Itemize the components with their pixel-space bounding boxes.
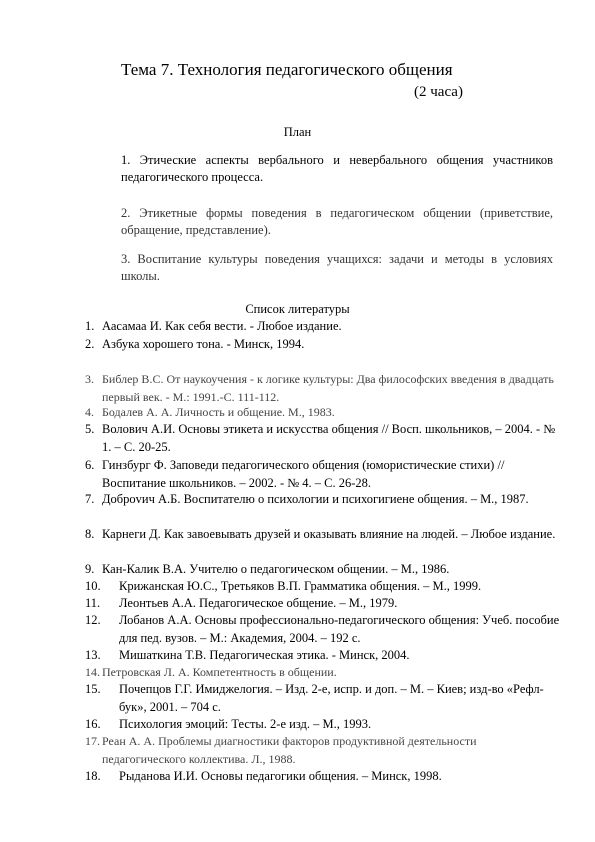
reference-text: Психология эмоций: Тесты. 2-е изд. – М., 1993. [119,717,372,731]
reference-number: 8. [85,527,95,541]
reference-number: 18. [85,769,101,783]
reference-item [85,421,560,456]
reference-number: 7. [85,492,95,506]
reference-item [85,716,560,734]
reference-text: Карнеги Д. Как завоевывать друзей и оказывать влияние на людей. – Любое издание. [102,527,556,541]
reference-item [85,733,560,768]
reference-number: 16. [85,717,101,731]
reference-number: 11. [85,596,101,610]
reference-text: Азбука хорошего тона. - Минск, 1994. [102,337,305,351]
reference-text: Доброvич А.Б. Воспитателю о психологии и психогигиене общения. – М., 1987. [102,492,529,506]
reference-text: Леонтьев А.А. Педагогическое общение. – М., 1979. [119,596,398,610]
reference-text: Почепцов Г.Г. Имиджелогия. – Изд. 2-е, испр. и доп. – М. – Киев; изд-во «Рефл-бук», 2001. – 704 с. [119,682,544,714]
reference-text: Гинзбург Ф. Заповеди педагогического общения (юмористические стихи) // Воспитание школьников. – 2002. - № 4. – С. 26-28. [102,458,505,490]
plan-item-3: 3. Воспитание культуры поведения учащихся: задачи и методы в условиях школы. [121,252,553,283]
plan-item-2: 2. Этикетные формы поведения в педагогическом общении (приветствие, обращение, представление). [121,206,553,237]
reference-number: 6. [85,458,95,472]
reference-number: 17. [85,734,100,748]
reference-item [85,336,560,354]
reference-text: Кан-Калик В.А. Учителю о педагогическом общении. – М., 1986. [102,562,450,576]
reference-number: 14. [85,665,100,679]
reference-item [85,371,560,406]
literature-heading: Список литературы [245,302,350,316]
plan-heading: План [283,125,312,139]
reference-text: Рыданова И.И. Основы педагогики общения. – Минск, 1998. [119,769,442,783]
reference-number: 15. [85,682,101,696]
reference-number: 9. [85,562,95,576]
reference-item [85,768,560,786]
reference-item [85,664,560,682]
reference-item [85,491,560,509]
plan-item-1: 1. Этические аспекты вербального и невербального общения участников педагогического процесса. [121,153,553,184]
reference-item [85,526,560,544]
reference-item [85,578,560,596]
reference-item [85,457,560,492]
reference-text: Волович А.И. Основы этикета и искусства общения // Восп. школьников, – 2004. - № 1. – С. 20-25. [102,422,556,454]
reference-text: Реан А. А. Проблемы диагностики факторов продуктивной деятельности педагогического коллектива. Л., 1988. [102,734,477,766]
reference-item [85,561,560,579]
reference-text: Библер В.С. От наукоучения - к логике культуры: Два философских введения в двадцать первый век. - М.: 1991.-С. 111-112. [102,372,554,404]
reference-text: Аасамаа И. Как себя вести. - Любое издание. [102,319,342,333]
reference-item [85,681,560,716]
reference-item [85,612,560,647]
reference-item [85,647,560,665]
reference-number: 13. [85,648,101,662]
reference-number: 3. [85,372,94,386]
reference-text: Мишаткина Т.В. Педагогическая этика. - Минск, 2004. [119,648,410,662]
reference-item [85,318,560,336]
reference-item [85,595,560,613]
reference-item [85,404,560,422]
reference-text: Лобанов А.А. Основы профессионально-педагогического общения: Учеб. пособие для пед. вузов. – М.: Академия, 2004. – 192 с. [119,613,560,645]
hours-label: (2 часа) [414,84,463,100]
reference-number: 10. [85,579,101,593]
reference-text: Петровская Л. А. Компетентность в общении. [102,665,337,679]
page-title: Тема 7. Технология педагогического общения [121,60,453,79]
reference-number: 5. [85,422,95,436]
reference-text: Крижанская Ю.С., Третьяков В.П. Грамматика общения. – М., 1999. [119,579,482,593]
reference-number: 2. [85,337,95,351]
reference-text: Бодалев А. А. Личность и общение. М., 1983. [102,405,335,419]
reference-number: 4. [85,405,94,419]
reference-number: 12. [85,613,101,627]
reference-number: 1. [85,319,95,333]
